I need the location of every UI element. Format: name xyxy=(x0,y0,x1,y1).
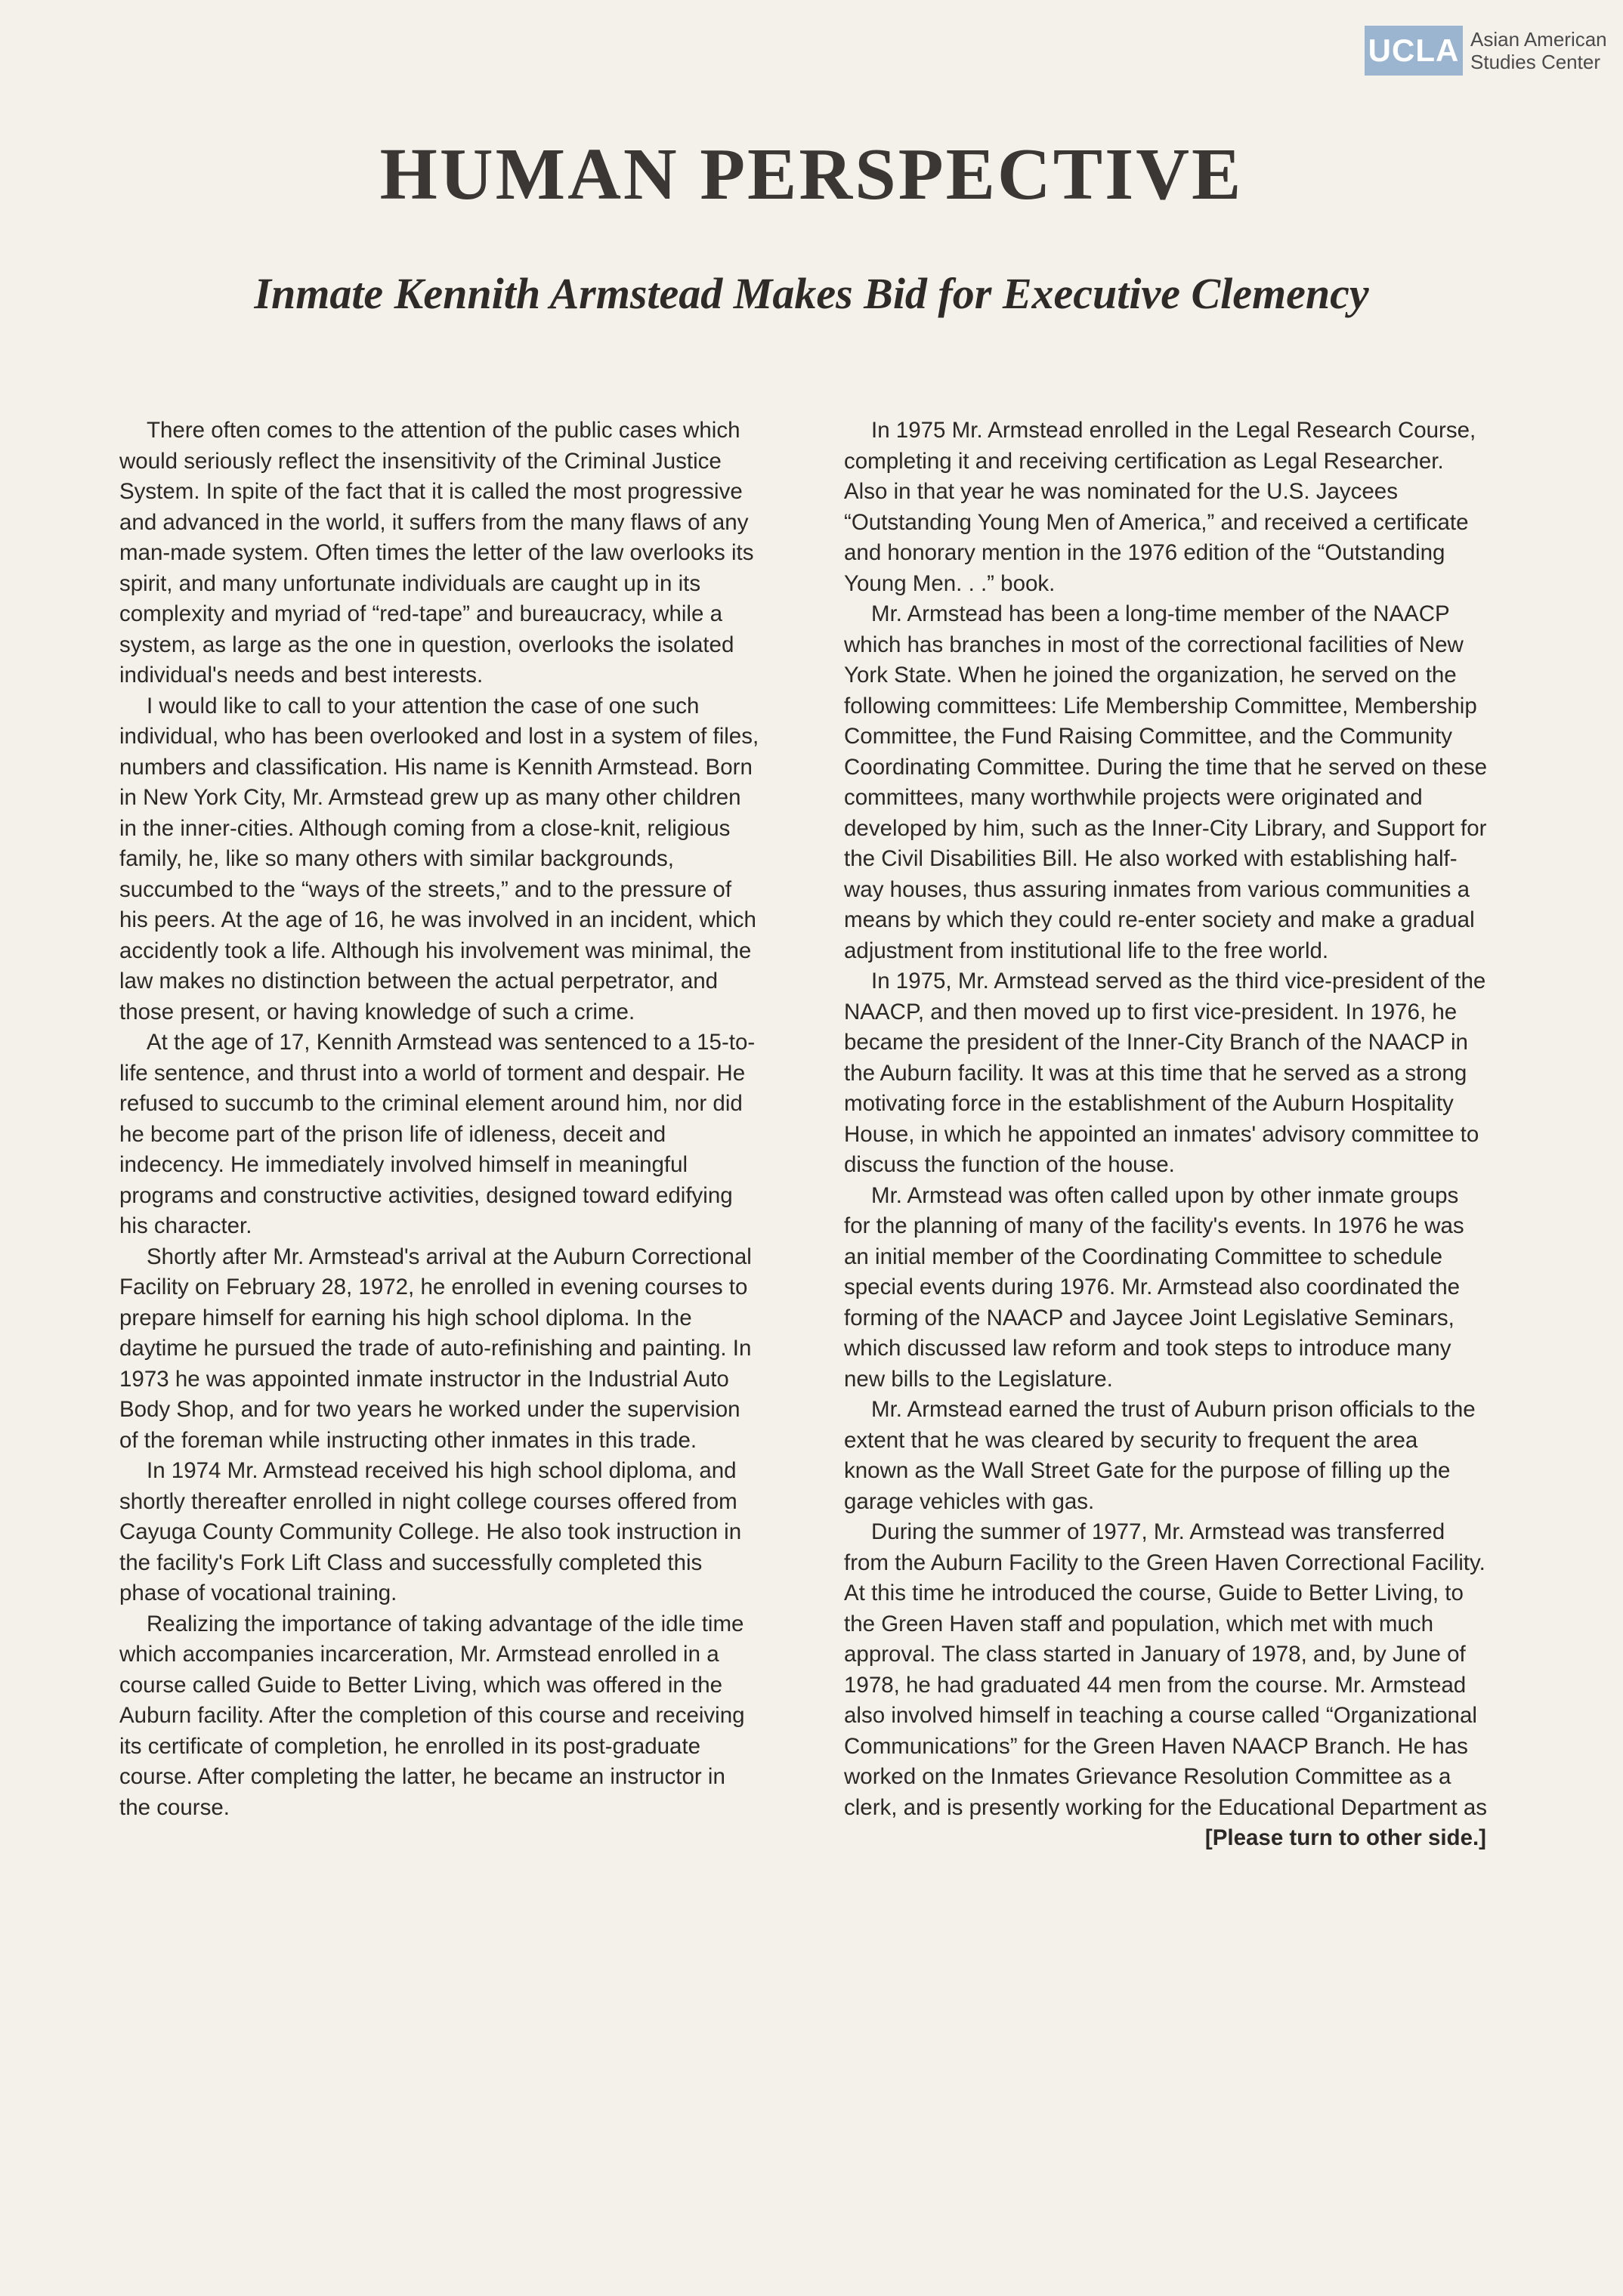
paragraph: Mr. Armstead has been a long-time member of the NAACP which has branches in most of the correctional facilities of New York State. When he joined the organization, he served on the following committees: Life Membership Committee, Membership Committee, the Fund Raising Committee, and the Community Coordinating Committee. During the time that he served on these committees, many worthwhile projects were originated and developed by him, such as the Inner-City Library, and Support for the Civil Disabilities Bill. He also worked with establishing half-way houses, thus assuring inmates from various communities a means by which they could re-enter society and make a gradual adjustment from institutional life to the free world. xyxy=(844,601,1488,963)
paragraph: In 1975 Mr. Armstead enrolled in the Legal Research Course, completing it and receiving certification as Legal Researcher. Also in that year he was nominated for the U.S. Jaycees “Outstanding Young Men of America,” and received a certificate and honorary mention in the 1976 edition of the “Outstanding Young Men. . .” book. xyxy=(844,418,1476,596)
masthead-title: HUMAN PERSPECTIVE xyxy=(379,134,1244,215)
ucla-logo: UCLA xyxy=(1365,26,1463,76)
paragraph: Mr. Armstead earned the trust of Auburn prison officials to the extent that he was cleared by security to frequent the area known as the Wall Street Gate for the purpose of filling up the garage vehicles with gas. xyxy=(844,1397,1476,1514)
paragraph: Shortly after Mr. Armstead's arrival at the Auburn Correctional Facility on February 28, 1972, he enrolled in evening courses to prepare himself for earning his high school diploma. In the daytime he pursued the trade of auto-refinishing and painting. In 1973 he was appointed inmate instructor in the Industrial Auto Body Shop, and for two years he worked under the supervision of the foreman while instructing other inmates in this trade. xyxy=(119,1244,752,1453)
continued-note: [Please turn to other side.] xyxy=(1204,1825,1486,1850)
left-column xyxy=(119,416,762,1823)
paragraph: In 1974 Mr. Armstead received his high school diploma, and shortly thereafter enrolled in night college courses offered from Cayuga County Community College. He also took instruction in the facility's Fork Lift Class and successfully completed this phase of vocational training. xyxy=(119,1458,742,1605)
ucla-asian-american-studies-badge xyxy=(1365,26,1607,76)
paragraph: In 1975, Mr. Armstead served as the third vice-president of the NAACP, and then moved up to first vice-president. In 1976, he became the president of the Inner-City Branch of the NAACP in the Auburn facility. It was at this time that he served as a strong motivating force in the establishment of the Auburn Hospitality House, in which he appointed an inmates' advisory committee to discuss the function of the house. xyxy=(844,969,1486,1177)
paragraph: I would like to call to your attention the case of one such individual, who has been overlooked and lost in a system of files, numbers and classification. His name is Kennith Armstead. Born in New York City, Mr. Armstead grew up as many other children in the inner-cities. Although coming from a close-knit, religious family, he, like so many others with similar backgrounds, succumbed to the “ways of the streets,” and to the pressure of his peers. At the age of 16, he was involved in an incident, which accidently took a life. Although his involvement was minimal, the law makes no distinction between the actual perpetrator, and those present, or having knowledge of such a crime. xyxy=(119,693,759,1024)
paragraph: Realizing the importance of taking advantage of the idle time which accompanies incarceration, Mr. Armstead enrolled in a course called Guide to Better Living, which was offered in the Auburn facility. After the completion of this course and receiving its certificate of completion, he enrolled in its post-graduate course. After completing the latter, he became an instructor in the course. xyxy=(119,1611,745,1820)
badge-label xyxy=(1470,28,1607,73)
badge-line-1: Asian American xyxy=(1470,28,1607,51)
paragraph: Mr. Armstead was often called upon by other inmate groups for the planning of many of the facility's events. In 1976 he was an initial member of the Coordinating Committee to schedule special events during 1976. Mr. Armstead also coordinated the forming of the NAACP and Jaycee Joint Legislative Seminars, which discussed law reform and took steps to introduce many new bills to the Legislature. xyxy=(844,1182,1464,1392)
article-headline: Inmate Kennith Armstead Makes Bid for Executive Clemency xyxy=(254,269,1369,318)
paragraph: There often comes to the attention of the public cases which would seriously reflect the insensitivity of the Criminal Justice System. In spite of the fact that it is called the most progressive and advanced in the world, it suffers from the many flaws of any man-made system. Often times the letter of the law overlooks its spirit, and many unfortunate individuals are caught up in its complexity and myriad of “red-tape” and bureaucracy, while a system, as large as the one in question, overlooks the isolated individual's needs and best interests. xyxy=(119,418,754,688)
paragraph: During the summer of 1977, Mr. Armstead was transferred from the Auburn Facility to the Green Haven Correctional Facility. At this time he introduced the course, Guide to Better Living, to the Green Haven staff and population, which met with much approval. The class started in January of 1978, and, by June of 1978, he had graduated 44 men from the course. Mr. Armstead also involved himself in teaching a course called “Organizational Communications” for the Green Haven NAACP Branch. He has worked on the Inmates Grievance Resolution Committee as a clerk, and is presently working for the Educational Department as xyxy=(844,1519,1488,1820)
badge-line-2: Studies Center xyxy=(1470,51,1600,73)
paragraph: At the age of 17, Kennith Armstead was sentenced to a 15-to-life sentence, and thrust into a world of torment and despair. He refused to succumb to the criminal element around him, nor did he become part of the prison life of idleness, deceit and indecency. He immediately involved himself in meaningful programs and constructive activities, designed toward edifying his character. xyxy=(119,1030,756,1238)
right-column xyxy=(844,416,1488,1854)
